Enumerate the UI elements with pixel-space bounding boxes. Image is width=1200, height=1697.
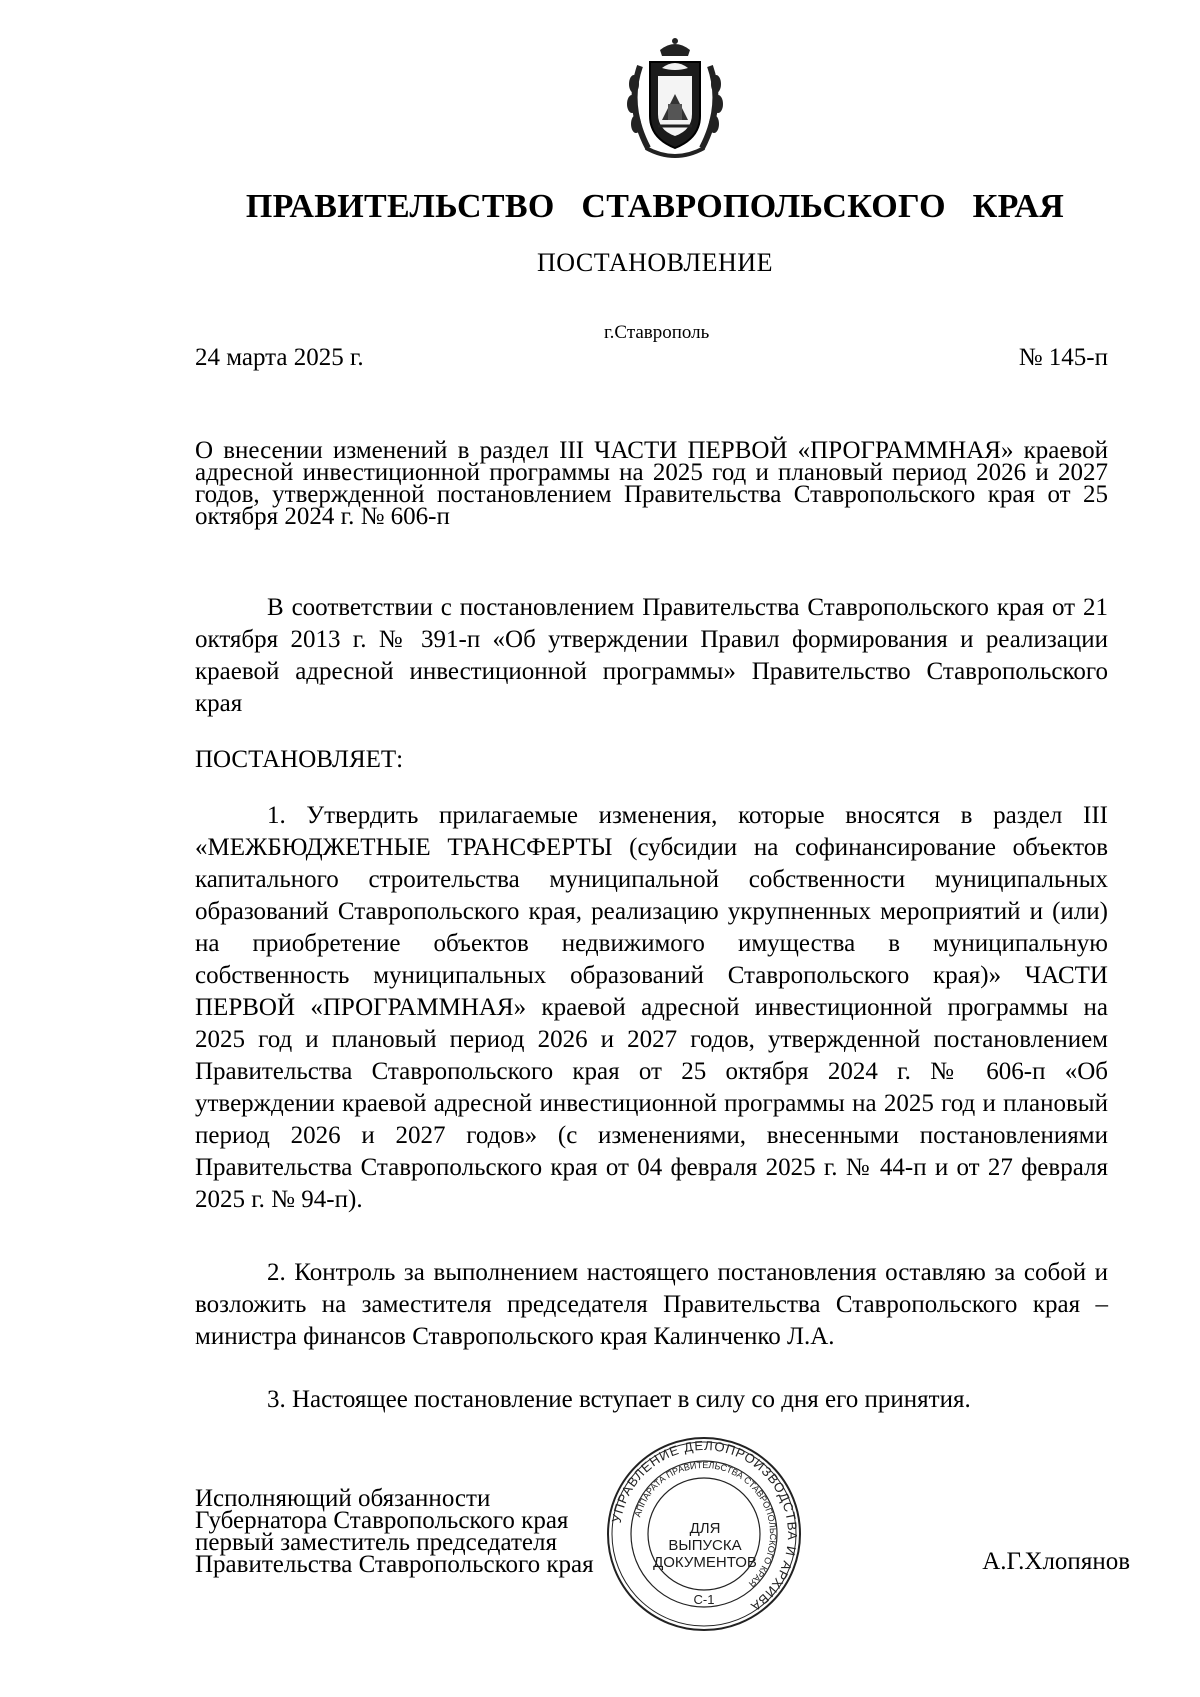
signature-line-3: первый заместитель председателя: [195, 1529, 557, 1556]
stavropol-coat-of-arms-icon: [620, 36, 730, 164]
item-1-paragraph: 1. Утвердить прилагаемые изменения, которые вносятся в раздел III «МЕЖБЮДЖЕТНЫЕ ТРАНСФЕРТЫ (субсидии на софинансирование объектов капитального строительства муниципальной собственности муниципальных образований Ставропольского края, реализацию укрупненных мероприятий и (или) на приобретение объектов недвижимого имущества в муниципальную собственность муниципальных образований Ставропольского края)» ЧАСТИ ПЕРВОЙ «ПРОГРАММНАЯ» краевой адресной инвестиционной программы на 2025 год и плановый период 2026 и 2027 годов, утвержденной постановлением Правительства Ставропольского края от 25 октября 2024 г. № 606-п «Об утверждении краевой адресной инвестиционной программы на 2025 год и плановый период 2026 и 2027 годов» (с изменениями, внесенными постановлениями Правительства Ставропольского края от 04 февраля 2025 г. № 44-п и от 27 февраля 2025 г. № 94-п).: [195, 802, 1108, 1213]
stamp-center-text: [646, 1520, 764, 1571]
document-number: № 145-п: [1018, 344, 1108, 371]
signature-line-2: Губернатора Ставропольского края: [195, 1507, 569, 1534]
stamp-code: С-1: [693, 1592, 715, 1607]
stamp-center-line-1: ДЛЯ: [689, 1520, 721, 1537]
item-3-paragraph: 3. Настоящее постановление вступает в силу со дня его принятия.: [267, 1386, 971, 1413]
stamp-center-line-3: ДОКУМЕНТОВ: [653, 1554, 757, 1571]
signature-block: [195, 1485, 594, 1578]
document-subject: О внесении изменений в раздел III ЧАСТИ ПЕРВОЙ «ПРОГРАММНАЯ» краевой адресной инвестиционной программы на 2025 год и плановый период 2026 и 2027 годов, утвержденной постановлением Правительства Ставропольского края от 25 октября 2024 г. № 606-п: [195, 437, 1108, 530]
government-name: ПРАВИТЕЛЬСТВО СТАВРОПОЛЬСКОГО КРАЯ: [245, 188, 1065, 225]
signer-name: А.Г.Хлопянов: [982, 1548, 1130, 1575]
stamp-outer-text: УПРАВЛЕНИЕ ДЕЛОПРОИЗВОДСТВА И АРХИВА: [608, 1437, 801, 1615]
item-2-paragraph: 2. Контроль за выполнением настоящего постановления оставляю за собой и возложить на заместителя председателя Правительства Ставропольского края – министра финансов Ставропольского края Калинченко Л.А.: [195, 1259, 1108, 1350]
signature-line-4: Правительства Ставропольского края: [195, 1551, 594, 1578]
city: г.Ставрополь: [604, 322, 710, 343]
stamp-center-line-2: ВЫПУСКА: [668, 1537, 742, 1554]
document-date: 24 марта 2025 г.: [195, 344, 364, 371]
resolves-heading: ПОСТАНОВЛЯЕТ:: [195, 746, 404, 773]
intro-paragraph: В соответствии с постановлением Правительства Ставропольского края от 21 октября 2013 г. № 391-п «Об утверждении Правил формирования и реализации краевой адресной инвестиционной программы» Правительство Ставропольского края: [195, 594, 1108, 717]
signature-line-1: Исполняющий обязанности: [195, 1485, 491, 1512]
document-type: ПОСТАНОВЛЕНИЕ: [537, 248, 773, 277]
stamp-inner-text: АППАРАТА ПРАВИТЕЛЬСТВА СТАВРОПОЛЬСКОГО КРАЯ: [632, 1459, 779, 1589]
